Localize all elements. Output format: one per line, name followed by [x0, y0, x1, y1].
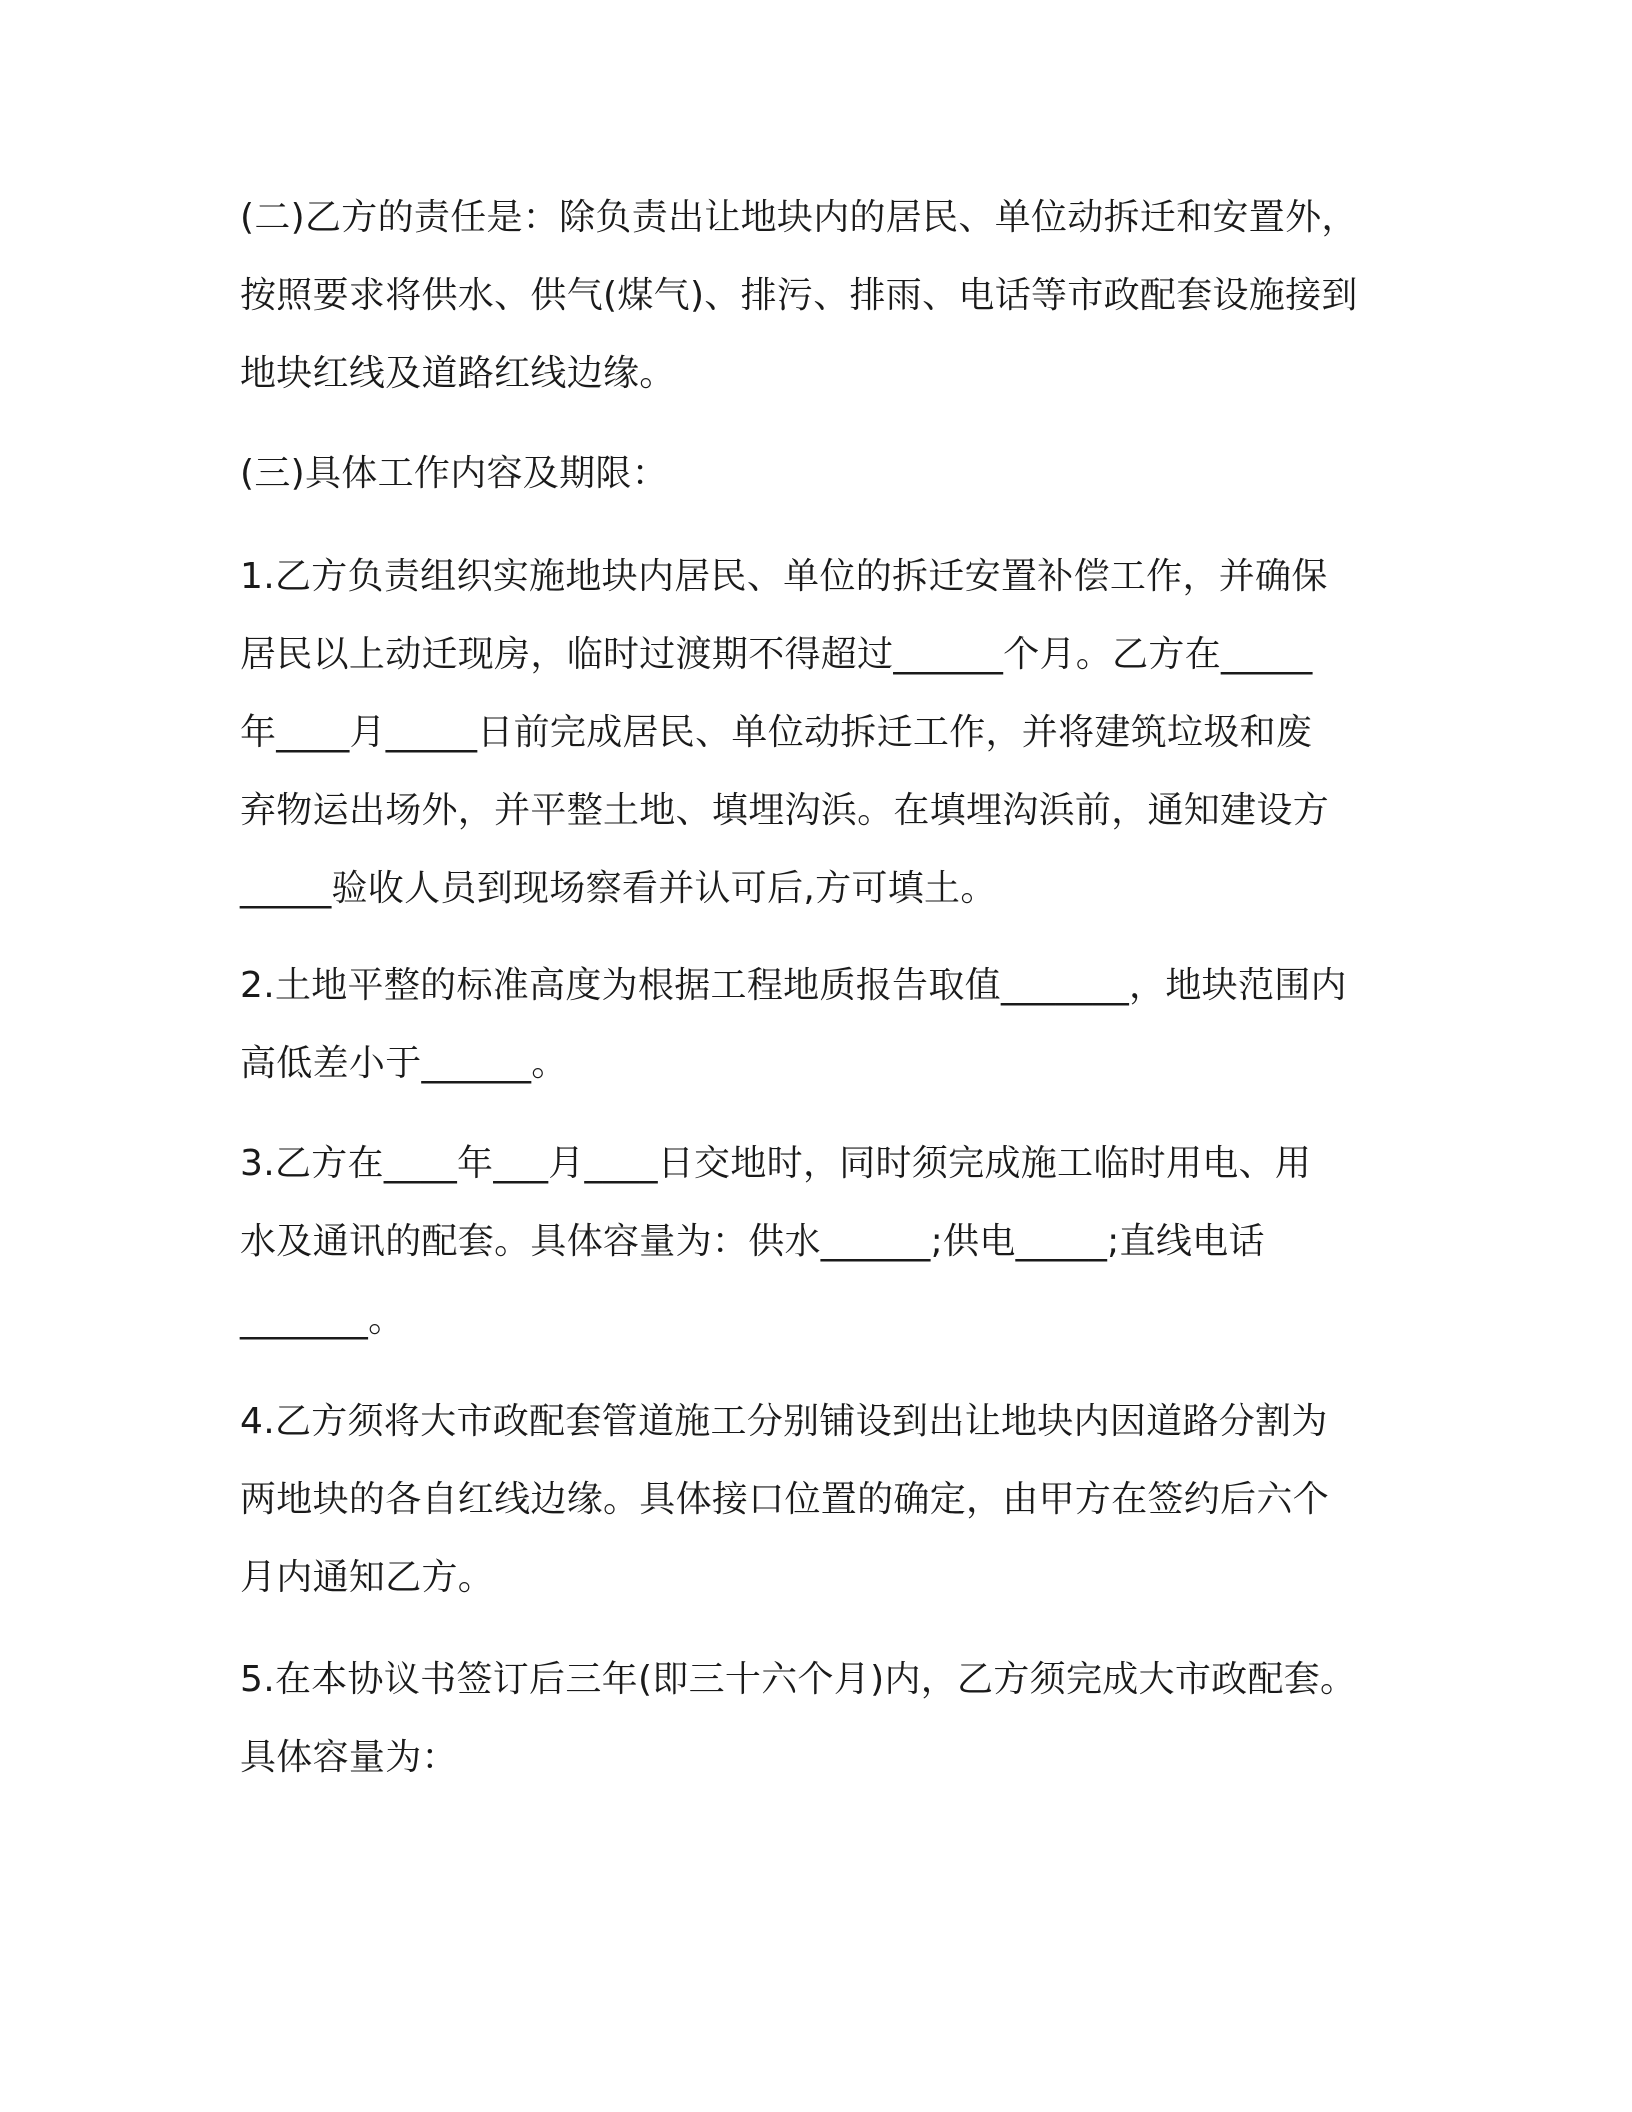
text-line: 年____月_____日前完成居民、单位动拆迁工作，并将建筑垃圾和废: [240, 712, 1313, 753]
text-line: 月内通知乙方。: [240, 1557, 495, 1598]
text-line: 3.乙方在____年___月____日交地时，同时须完成施工临时用电、用: [240, 1143, 1312, 1184]
section-heading: (三)具体工作内容及期限：: [240, 453, 668, 494]
text-line: _______。: [240, 1299, 405, 1340]
text-line: 地块红线及道路红线边缘。: [240, 353, 676, 394]
text-line: 5.在本协议书签订后三年(即三十六个月)内，乙方须完成大市政配套。: [240, 1659, 1357, 1700]
text-line: 2.土地平整的标准高度为根据工程地质报告取值_______，地块范围内: [240, 965, 1347, 1006]
text-line: 1.乙方负责组织实施地块内居民、单位的拆迁安置补偿工作，并确保: [240, 556, 1328, 597]
text-line: 高低差小于______。: [240, 1043, 568, 1084]
text-line: 具体容量为：: [240, 1737, 458, 1778]
text-line: 两地块的各自红线边缘。具体接口位置的确定，由甲方在签约后六个: [240, 1479, 1330, 1520]
text-line: 居民以上动迁现房，临时过渡期不得超过______个月。乙方在_____: [240, 634, 1313, 675]
text-line: 按照要求将供水、供气(煤气)、排污、排雨、电话等市政配套设施接到: [240, 275, 1358, 316]
text-line: (二)乙方的责任是：除负责出让地块内的居民、单位动拆迁和安置外，: [240, 197, 1358, 238]
text-line: _____验收人员到现场察看并认可后,方可填土。: [240, 868, 997, 909]
text-line: 4.乙方须将大市政配套管道施工分别铺设到出让地块内因道路分割为: [240, 1401, 1328, 1442]
text-line: 弃物运出场外，并平整土地、填埋沟浜。在填埋沟浜前，通知建设方: [240, 790, 1330, 831]
text-line: 水及通讯的配套。具体容量为：供水______;供电_____;直线电话: [240, 1221, 1265, 1262]
